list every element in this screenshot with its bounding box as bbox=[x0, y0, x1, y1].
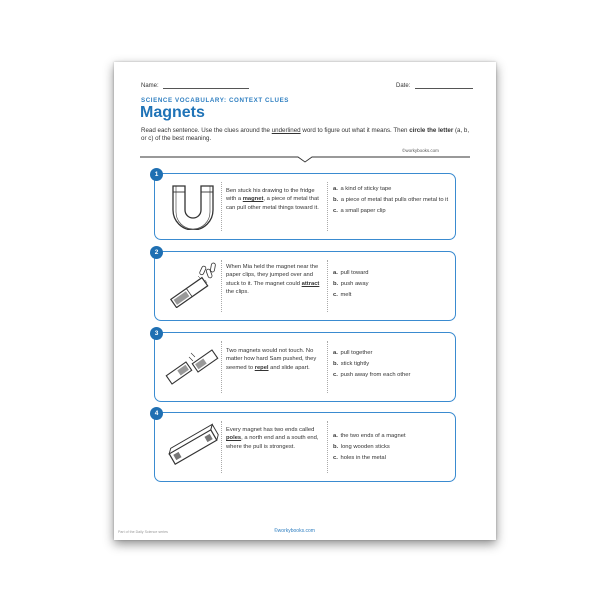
credit-top: ©workybooks.com bbox=[402, 148, 439, 153]
option-letter: a. bbox=[333, 433, 338, 439]
instructions-underlined: underlined bbox=[271, 127, 301, 134]
option-text: a piece of metal that pulls other metal to it bbox=[340, 196, 449, 203]
option-letter: a. bbox=[333, 270, 338, 276]
divider-left bbox=[221, 421, 222, 473]
option-b[interactable] bbox=[333, 361, 451, 369]
divider-right bbox=[327, 182, 328, 231]
option-letter: a. bbox=[333, 350, 338, 356]
vocab-word-poles: poles bbox=[226, 435, 242, 442]
question-card-2 bbox=[154, 251, 456, 321]
question-sentence bbox=[226, 263, 324, 297]
option-a[interactable] bbox=[333, 186, 451, 194]
option-c[interactable] bbox=[333, 208, 451, 216]
option-letter: b. bbox=[333, 196, 339, 203]
sentence-text: , a piece of metal that can pull other metal things toward it. bbox=[226, 196, 319, 211]
option-b[interactable] bbox=[333, 281, 451, 289]
question-number-badge: 3 bbox=[150, 327, 163, 340]
option-text: long wooden sticks bbox=[340, 443, 390, 450]
name-field bbox=[141, 83, 249, 89]
divider-left bbox=[221, 260, 222, 312]
sentence-text: Ben stuck his drawing to the fridge with a bbox=[226, 188, 315, 203]
option-text: push away from each other bbox=[340, 371, 411, 378]
question-card-4 bbox=[154, 412, 456, 482]
option-c[interactable] bbox=[333, 372, 451, 380]
divider-right bbox=[327, 421, 328, 473]
sentence-text: , a north end and a south end, where the pull is strongest. bbox=[226, 435, 319, 450]
option-letter: b. bbox=[333, 280, 339, 287]
answer-options bbox=[333, 433, 451, 465]
option-text: pull together bbox=[340, 350, 373, 356]
option-b[interactable] bbox=[333, 444, 451, 452]
option-c[interactable] bbox=[333, 455, 451, 463]
section-divider bbox=[140, 156, 470, 164]
question-card-3 bbox=[154, 332, 456, 402]
divider-left bbox=[221, 182, 222, 231]
vocab-word-magnet: magnet bbox=[242, 196, 264, 203]
option-text: melt bbox=[340, 291, 352, 298]
bar-magnet-paperclips-icon bbox=[165, 260, 221, 308]
option-a[interactable] bbox=[333, 350, 451, 358]
answer-options bbox=[333, 350, 451, 382]
question-number-badge: 2 bbox=[150, 246, 163, 259]
instructions-text-1: Read each sentence. Use the clues around the bbox=[141, 127, 272, 134]
repelling-magnets-icon bbox=[165, 341, 221, 389]
sentence-text: and slide apart. bbox=[268, 364, 310, 371]
divider-left bbox=[221, 341, 222, 393]
instructions bbox=[141, 127, 471, 143]
divider-right bbox=[327, 341, 328, 393]
answer-options bbox=[333, 186, 451, 218]
option-b[interactable] bbox=[333, 197, 451, 205]
divider-right bbox=[327, 260, 328, 312]
date-label: Date: bbox=[396, 83, 411, 89]
worksheet-title: Magnets bbox=[140, 104, 205, 121]
option-text: a small paper clip bbox=[340, 207, 386, 214]
option-text: pull toward bbox=[340, 270, 369, 276]
option-letter: b. bbox=[333, 443, 339, 450]
option-text: stick tightly bbox=[340, 360, 370, 367]
option-text: the two ends of a magnet bbox=[340, 433, 406, 439]
vocab-word-attract: attract bbox=[301, 280, 320, 287]
instructions-bold: circle the letter bbox=[409, 127, 454, 134]
question-sentence bbox=[226, 347, 324, 372]
option-letter: b. bbox=[333, 360, 339, 367]
option-text: push away bbox=[340, 280, 369, 287]
option-letter: c. bbox=[333, 371, 338, 378]
sentence-text: Every magnet has two ends called bbox=[226, 427, 315, 433]
bar-magnet-poles-icon bbox=[165, 421, 221, 469]
sentence-text: Two magnets would not touch. No matter how hard Sam pushed, they seemed to bbox=[226, 348, 317, 371]
instructions-text-2: word to figure out what it means. Then bbox=[300, 127, 410, 134]
horseshoe-magnet-icon bbox=[165, 182, 221, 230]
option-c[interactable] bbox=[333, 292, 451, 300]
option-letter: c. bbox=[333, 291, 338, 298]
answer-options bbox=[333, 270, 451, 302]
option-a[interactable] bbox=[333, 270, 451, 278]
question-number-badge: 1 bbox=[150, 168, 163, 181]
worksheet-page bbox=[114, 62, 496, 540]
date-line bbox=[415, 83, 473, 89]
option-text: holes in the metal bbox=[340, 454, 386, 461]
date-field bbox=[396, 83, 473, 89]
worksheet-subtitle: SCIENCE VOCABULARY: CONTEXT CLUES bbox=[141, 97, 290, 104]
option-text: a kind of sticky tape bbox=[340, 186, 392, 192]
vocab-word-repel: repel bbox=[254, 364, 269, 371]
footer-credit: ©workybooks.com bbox=[274, 528, 315, 534]
question-sentence bbox=[226, 426, 324, 451]
footer-series-note: Part of the Daily Science series bbox=[118, 530, 168, 534]
option-letter: a. bbox=[333, 186, 338, 192]
option-letter: c. bbox=[333, 207, 338, 214]
question-number-badge: 4 bbox=[150, 407, 163, 420]
sentence-text: the clips. bbox=[226, 289, 249, 296]
sentence-text: When Mia held the magnet near the paper clips, they jumped over and stuck to it. The magnet could bbox=[226, 264, 319, 287]
option-letter: c. bbox=[333, 454, 338, 461]
name-line bbox=[163, 83, 249, 89]
name-label: Name: bbox=[141, 83, 159, 89]
instructions-text-3: (a, b, or c) of the best meaning. bbox=[141, 127, 470, 143]
question-sentence bbox=[226, 187, 324, 212]
option-a[interactable] bbox=[333, 433, 451, 441]
question-card-1 bbox=[154, 173, 456, 240]
